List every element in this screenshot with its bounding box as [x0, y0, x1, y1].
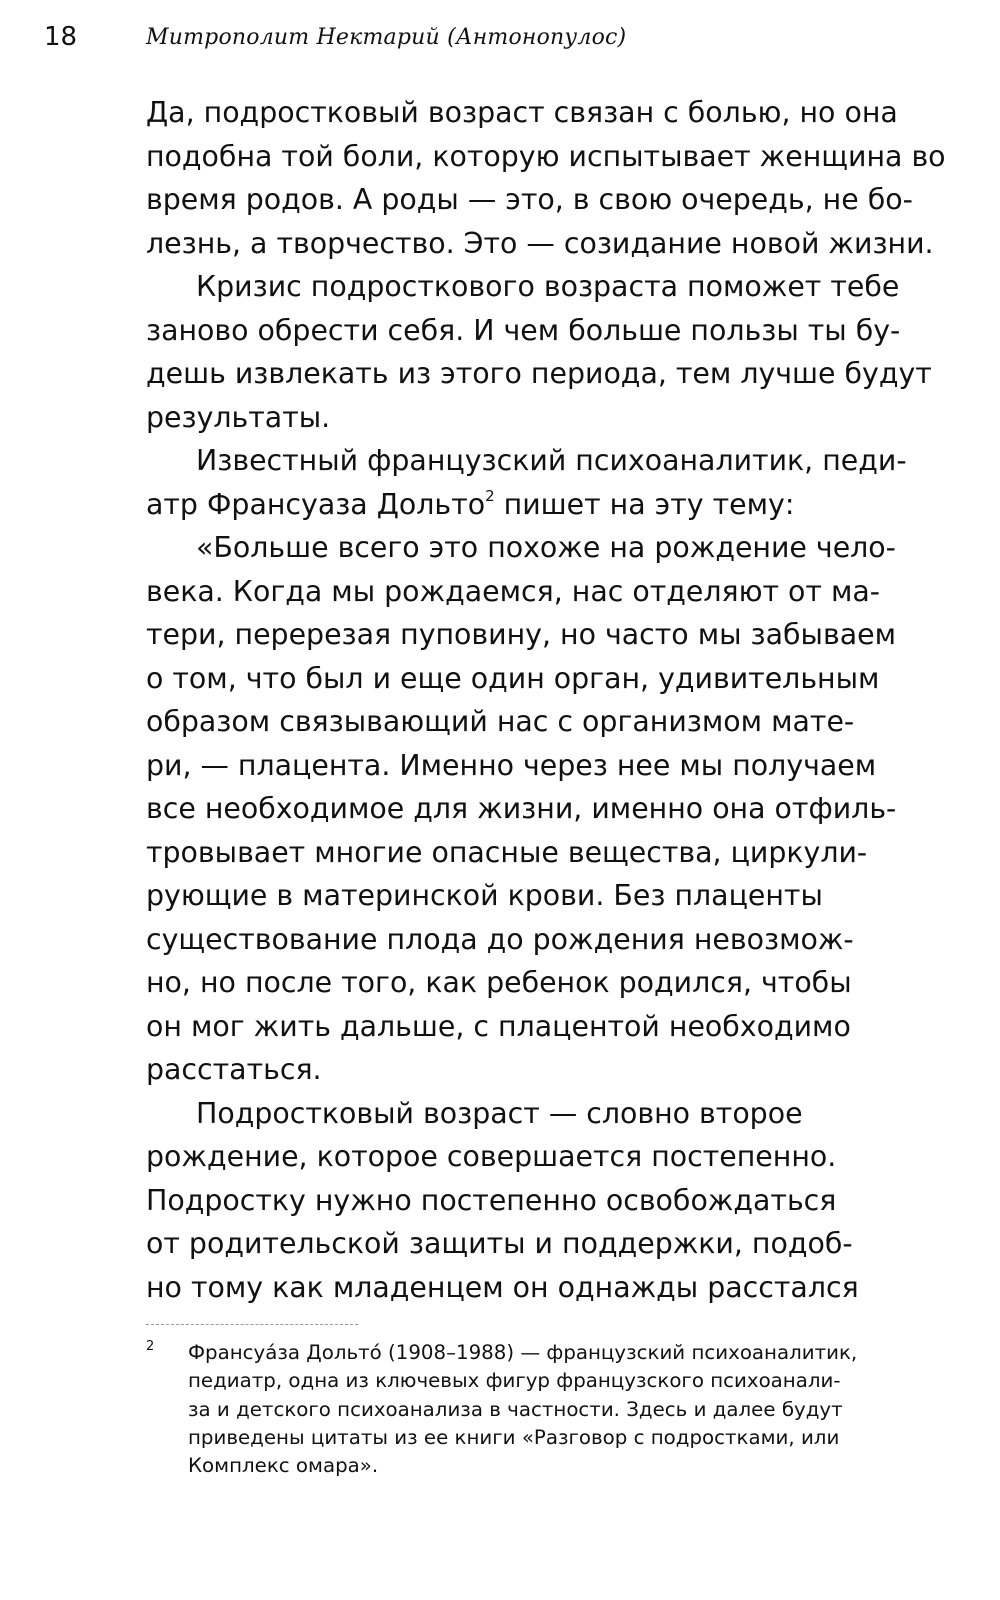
- text-line: века. Когда мы рождаемся, нас отделяют от ма-: [146, 574, 881, 608]
- text-segment: пишет на эту тему:: [494, 487, 795, 521]
- text-line: Подростковый возраст — словно второе: [196, 1096, 803, 1130]
- text-line: заново обрести себя. И чем больше пользы ты бу-: [146, 313, 901, 347]
- footnote-line: за и детского психоанализа в частности. Здесь и далее будут: [188, 1397, 843, 1421]
- text-line: результаты.: [146, 400, 331, 434]
- footnote-line: Франсуа́за Дольто́ (1908–1988) — французский психоаналитик,: [188, 1341, 858, 1364]
- text-line: тери, перерезая пуповину, но часто мы забываем: [146, 618, 896, 651]
- text-line: ри, — плацента. Именно через нее мы получаем: [146, 748, 877, 782]
- text-line: рующие в материнской крови. Без плаценты: [146, 879, 823, 912]
- text-line: тровывает многие опасные вещества, циркули-: [146, 835, 868, 869]
- text-line: подобна той боли, которую испытывает женщина во: [146, 139, 946, 173]
- text-line: существование плода до рождения невозмож-: [146, 922, 854, 956]
- text-line: Кризис подросткового возраста поможет тебе: [196, 270, 900, 303]
- text-line: он мог жить дальше, с плацентой необходимо: [146, 1009, 851, 1043]
- footnote-line: Комплекс омара».: [188, 1454, 379, 1478]
- text-segment: атр Франсуаза Дольто: [146, 487, 486, 521]
- text-line: рождение, которое совершается постепенно.: [146, 1140, 837, 1173]
- text-line: [146, 483, 898, 527]
- text-line: образом связывающий нас с организмом мате-: [146, 705, 855, 738]
- running-header: Митрополит Нектарий (Антонопулос): [146, 25, 627, 50]
- text-line: Подростку нужно постепенно освобождаться: [146, 1183, 837, 1217]
- text-line: Да, подростковый возраст связан с болью, но она: [146, 96, 898, 129]
- body-text: [146, 91, 946, 1309]
- text-line: расстаться.: [146, 1053, 322, 1086]
- footnote: [188, 1339, 903, 1480]
- footnote-divider: [146, 1324, 358, 1325]
- footnote-line: педиатр, одна из ключевых фигур французского психоанали-: [188, 1369, 841, 1393]
- text-line: все необходимое для жизни, именно она отфиль-: [146, 792, 897, 825]
- footnote-reference[interactable]: 2: [485, 486, 495, 505]
- text-line: но, но после того, как ребенок родился, чтобы: [146, 966, 852, 999]
- text-line: дешь извлекать из этого периода, тем лучше будут: [146, 357, 932, 390]
- text-line: о том, что был и еще один орган, удивительным: [146, 661, 880, 695]
- page-number: 18: [44, 22, 78, 52]
- footnote-line: приведены цитаты из ее книги «Разговор с подростками, или: [188, 1425, 840, 1449]
- text-line: но тому как младенцем он однажды расстался: [146, 1270, 859, 1304]
- text-line: время родов. А роды — это, в свою очередь, не бо-: [146, 183, 913, 216]
- text-line: Известный французский психоаналитик, педи-: [196, 444, 907, 477]
- text-line: от родительской защиты и поддержки, подоб-: [146, 1227, 853, 1260]
- text-line: лезнь, а творчество. Это — созидание новой жизни.: [146, 226, 934, 260]
- text-line: «Больше всего это похоже на рождение чело-: [196, 531, 896, 564]
- footnote-marker: 2: [146, 1339, 155, 1354]
